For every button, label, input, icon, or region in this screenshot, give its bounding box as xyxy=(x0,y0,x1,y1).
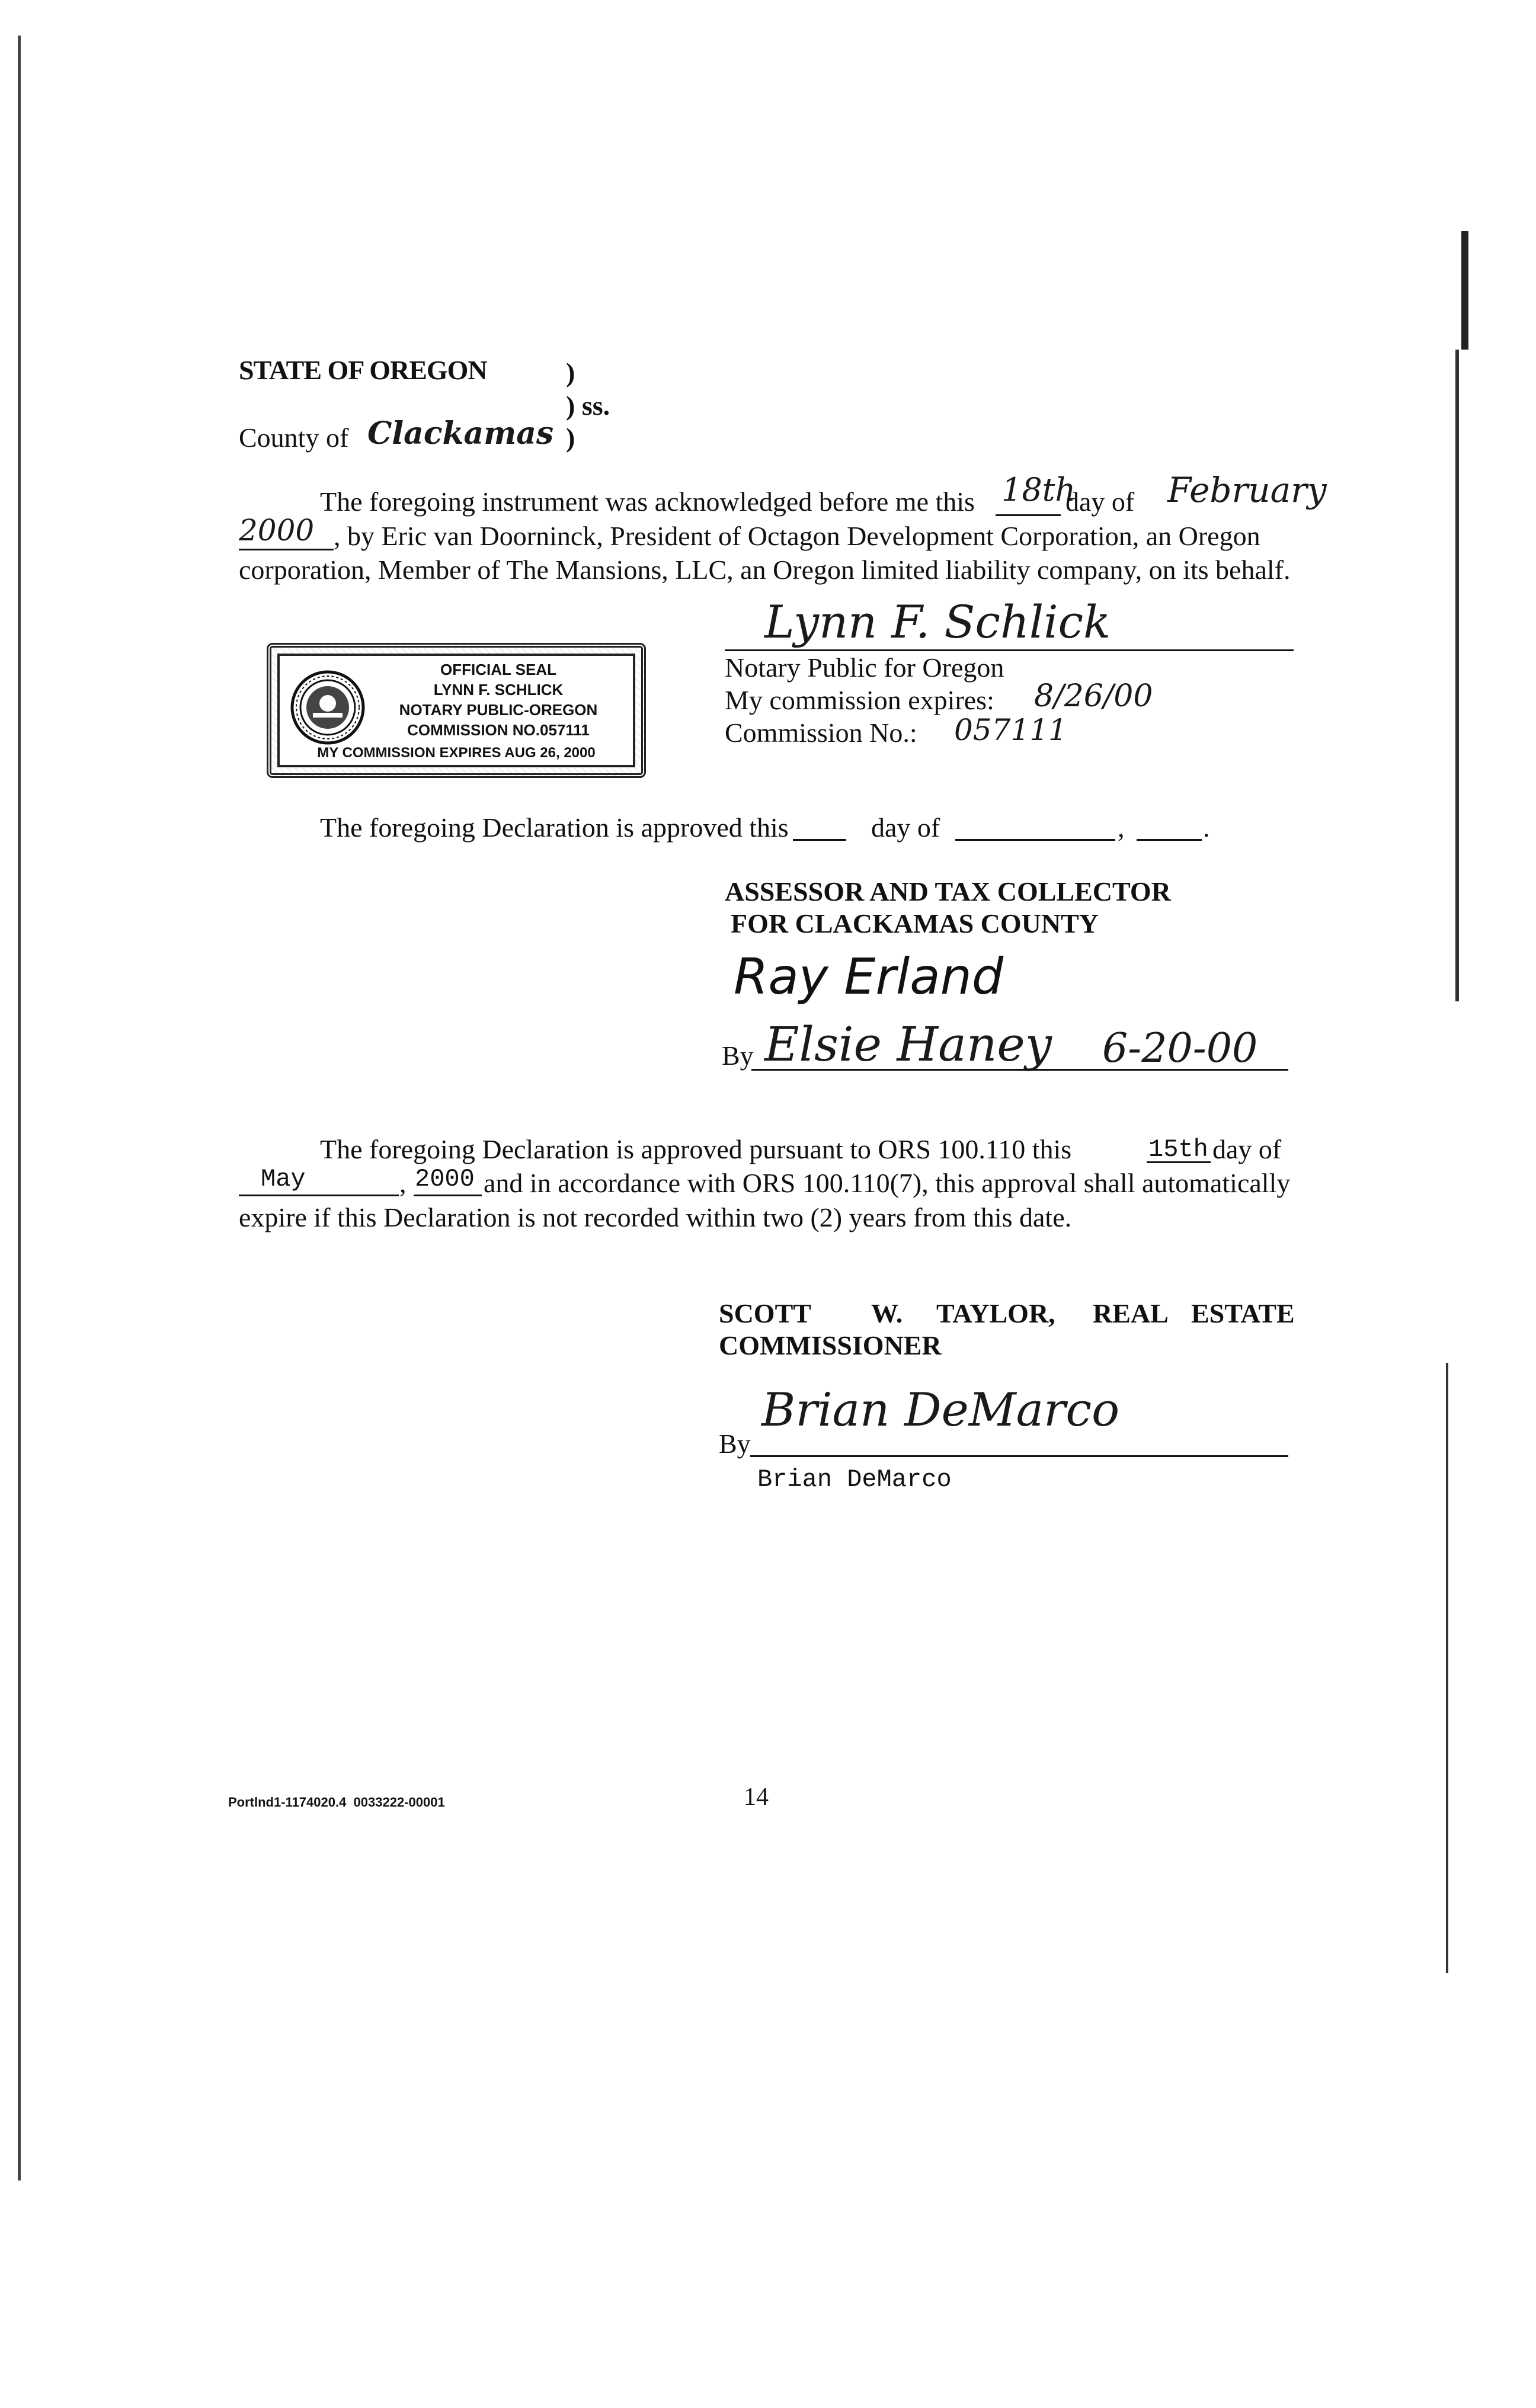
assessor-period: . xyxy=(1203,812,1210,843)
ack-text-1: The foregoing instrument was acknowledged before me this xyxy=(320,486,975,517)
assessor-day-of: day of xyxy=(871,812,940,843)
notary-signature-line xyxy=(725,649,1294,651)
commissioner-heading-2: COMMISSIONER xyxy=(719,1330,942,1360)
commissioner-signature-line xyxy=(750,1455,1288,1457)
seal-inner-border xyxy=(277,654,635,767)
assessor-comma: , xyxy=(1118,812,1125,843)
ors-year-typed: 2000 xyxy=(415,1165,475,1193)
oregon-seal-icon xyxy=(289,669,366,746)
assessor-approval-text: The foregoing Declaration is approved this xyxy=(320,812,789,843)
ors-month-typed: May xyxy=(261,1165,306,1193)
commissioner-typed-name: Brian DeMarco xyxy=(757,1465,952,1494)
commission-no-label: Commission No.: xyxy=(725,718,917,748)
commission-expires-handwritten: 8/26/00 xyxy=(1034,678,1153,714)
notary-title: Notary Public for Oregon xyxy=(725,652,1004,683)
commissioner-signature: Brian DeMarco xyxy=(761,1384,1120,1437)
ack-text-2: , by Eric van Doorninck, President of Octagon Development Corporation, an Oregon xyxy=(334,521,1260,551)
official-seal-stamp xyxy=(267,643,646,778)
commissioner-by-label: By xyxy=(719,1429,751,1459)
assessor-heading-1: ASSESSOR AND TAX COLLECTOR xyxy=(725,876,1171,907)
scan-edge-right-upper xyxy=(1461,231,1468,350)
assessor-month-blank xyxy=(955,839,1115,841)
ors-text-2: and in accordance with ORS 100.110(7), this approval shall automatically xyxy=(484,1168,1291,1198)
seal-line-4: COMMISSION NO.057111 xyxy=(407,721,590,739)
page-number: 14 xyxy=(744,1783,769,1811)
county-paren: ) xyxy=(566,422,575,453)
ack-day-handwritten: 18th xyxy=(1001,471,1076,508)
commissioner-heading-1e: ESTATE xyxy=(1191,1298,1295,1328)
ack-text-3: corporation, Member of The Mansions, LLC, an Oregon limited liability company, on its behalf. xyxy=(239,555,1291,585)
commission-no-handwritten: 057111 xyxy=(954,713,1067,747)
ack-day-blank xyxy=(996,514,1061,516)
assessor-year-blank xyxy=(1137,839,1202,841)
county-label: County of xyxy=(239,422,349,453)
seal-line-1: OFFICIAL SEAL xyxy=(440,661,556,678)
assessor-day-blank xyxy=(793,839,846,841)
ors-day-blank xyxy=(1147,1161,1211,1163)
ack-day-of: day of xyxy=(1065,486,1135,517)
notary-signature: Lynn F. Schlick xyxy=(764,595,1111,648)
assessor-by-label: By xyxy=(722,1040,754,1071)
ors-day-typed: 15th xyxy=(1148,1135,1208,1164)
assessor-signature-line xyxy=(751,1069,1288,1071)
commissioner-heading-1d: REAL xyxy=(1093,1298,1169,1328)
ors-year-blank xyxy=(414,1195,482,1196)
commissioner-heading-1c: TAYLOR, xyxy=(936,1298,1055,1328)
commissioner-heading-1b: W. xyxy=(871,1298,903,1328)
county-handwritten: Clackamas xyxy=(367,415,554,451)
commissioner-heading-1a: SCOTT xyxy=(719,1298,811,1328)
footer-doc-id: Portlnd1-1174020.4 0033222-00001 xyxy=(228,1795,445,1810)
seal-line-2: LYNN F. SCHLICK xyxy=(433,681,564,699)
assessor-signature: Elsie Haney xyxy=(764,1017,1052,1072)
assessor-heading-2: FOR CLACKAMAS COUNTY xyxy=(731,908,1099,939)
scan-edge-right-mid xyxy=(1455,350,1459,1001)
ack-line-1 xyxy=(320,486,975,518)
assessor-handwritten-name: Ray Erland xyxy=(734,947,1004,1006)
assessor-signature-date: 6-20-00 xyxy=(1102,1025,1258,1072)
ors-comma: , xyxy=(399,1168,407,1198)
seal-line-5: MY COMMISSION EXPIRES AUG 26, 2000 xyxy=(317,745,596,761)
scan-edge-right-lower xyxy=(1446,1363,1448,1973)
ors-text-1: The foregoing Declaration is approved pursuant to ORS 100.110 this xyxy=(320,1134,1072,1164)
state-paren: ) xyxy=(566,357,575,388)
ors-text-3: expire if this Declaration is not recorded within two (2) years from this date. xyxy=(239,1202,1072,1232)
commission-expires-label: My commission expires: xyxy=(725,685,994,715)
ack-month-handwritten: February xyxy=(1167,470,1327,510)
ors-month-blank xyxy=(239,1195,399,1196)
state-line: STATE OF OREGON xyxy=(239,355,487,385)
ack-year-blank xyxy=(239,549,334,550)
ors-day-of: day of xyxy=(1212,1134,1282,1164)
scan-edge-left xyxy=(18,36,21,2180)
ack-year-handwritten: 2000 xyxy=(239,513,315,547)
seal-line-3: NOTARY PUBLIC-OREGON xyxy=(399,701,598,719)
ss-label: ) ss. xyxy=(566,390,610,421)
